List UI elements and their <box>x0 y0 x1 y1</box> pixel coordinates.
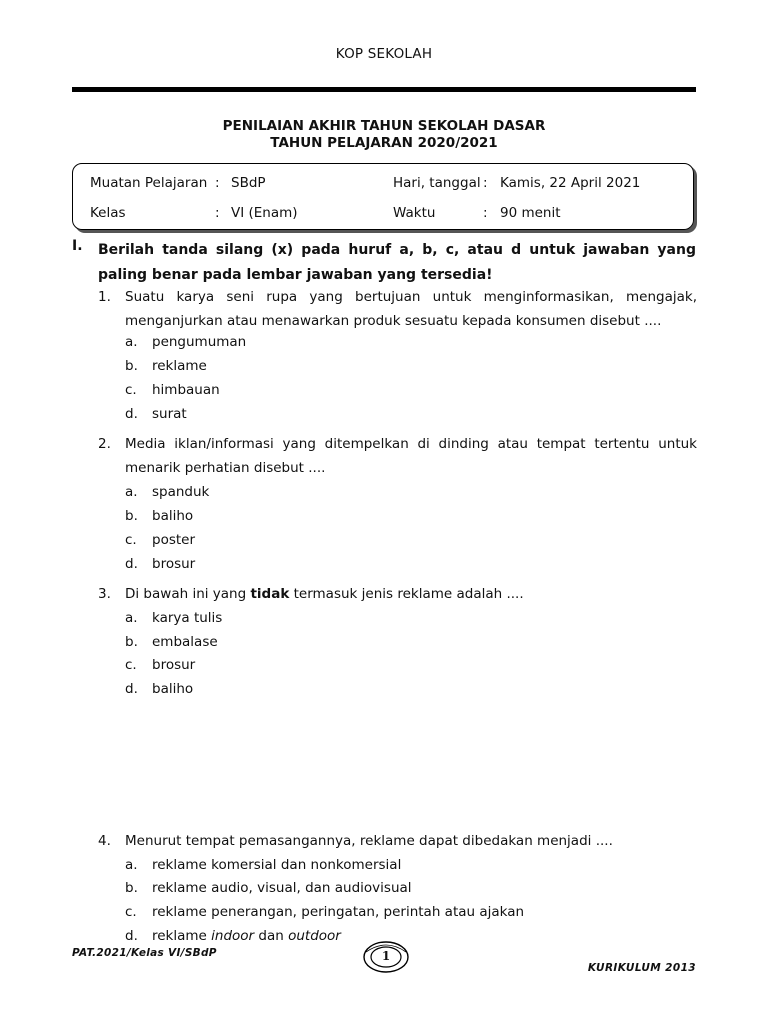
header-divider <box>72 87 696 92</box>
exam-info-box <box>72 163 694 230</box>
q4-option-c-letter: c. <box>125 904 137 920</box>
q1-option-d-letter: d. <box>125 406 138 422</box>
time-label: Waktu <box>393 205 436 221</box>
question-4-text: Menurut tempat pemasangannya, reklame dapat dibedakan menjadi .... <box>125 833 613 849</box>
q3-option-a-letter: a. <box>125 610 138 626</box>
q2-option-d-text: brosur <box>152 556 196 572</box>
subject-label: Muatan Pelajaran <box>90 175 208 191</box>
q4-option-b-text: reklame audio, visual, dan audiovisual <box>152 880 412 896</box>
q3-option-a-text: karya tulis <box>152 610 223 626</box>
q1-option-b-letter: b. <box>125 358 138 374</box>
section-instruction: Berilah tanda silang (x) pada huruf a, b, c, atau d untuk jawaban yang paling benar pada lembar jawaban yang tersedia! <box>98 242 696 283</box>
q2-option-b-text: baliho <box>152 508 194 524</box>
q2-option-c-text: poster <box>152 532 196 548</box>
question-3-text-before: Di bawah ini yang <box>125 586 251 602</box>
q4-option-c-text: reklame penerangan, peringatan, perintah atau ajakan <box>152 904 525 920</box>
q2-option-d-letter: d. <box>125 556 138 572</box>
q4-option-d-outdoor: outdoor <box>288 928 341 944</box>
q1-option-d-text: surat <box>152 406 187 422</box>
exam-title: PENILAIAN AKHIR TAHUN SEKOLAH DASAR <box>222 118 546 134</box>
date-colon: : <box>483 175 488 191</box>
time-colon: : <box>483 205 488 221</box>
time-value: 90 menit <box>500 205 561 221</box>
q4-option-d-indoor: indoor <box>211 928 255 944</box>
question-3-text-emphasis: tidak <box>250 586 290 602</box>
q1-option-b-text: reklame <box>152 358 207 374</box>
question-2-text-line1: Media iklan/informasi yang ditempelkan di dinding atau tempat tertentu untuk <box>125 436 697 452</box>
question-2-number: 2. <box>98 436 111 452</box>
q3-option-c-letter: c. <box>125 657 137 673</box>
question-3-text <box>125 586 524 602</box>
section-number: I. <box>72 238 83 254</box>
q1-option-c-text: himbauan <box>152 382 220 398</box>
q3-option-d-letter: d. <box>125 681 138 697</box>
date-value: Kamis, 22 April 2021 <box>500 175 641 191</box>
q1-option-a-text: pengumuman <box>152 334 247 350</box>
q4-option-d-before: reklame <box>152 928 212 944</box>
subject-value: SBdP <box>231 175 266 191</box>
q4-option-d-text <box>152 928 341 944</box>
q4-option-a-text: reklame komersial dan nonkomersial <box>152 857 402 873</box>
q3-option-b-text: embalase <box>152 634 218 650</box>
class-label: Kelas <box>90 205 126 221</box>
q1-option-c-letter: c. <box>125 382 137 398</box>
q2-option-b-letter: b. <box>125 508 138 524</box>
footer-exam-code: PAT.2021/Kelas VI/SBdP <box>72 947 217 959</box>
q3-option-d-text: baliho <box>152 681 194 697</box>
page-number: 1 <box>381 949 391 963</box>
question-2-text-line2: menarik perhatian disebut .... <box>125 460 326 476</box>
subject-colon: : <box>215 175 220 191</box>
question-3-text-after: termasuk jenis reklame adalah .... <box>289 586 524 602</box>
q3-option-c-text: brosur <box>152 657 196 673</box>
q2-option-c-letter: c. <box>125 532 137 548</box>
exam-year: TAHUN PELAJARAN 2020/2021 <box>270 135 498 151</box>
question-3-number: 3. <box>98 586 111 602</box>
school-letterhead-placeholder: KOP SEKOLAH <box>335 46 433 62</box>
question-1-number: 1. <box>98 289 111 305</box>
q4-option-d-mid: dan <box>254 928 289 944</box>
q2-option-a-text: spanduk <box>152 484 210 500</box>
question-1-text-line1: Suatu karya seni rupa yang bertujuan untuk menginformasikan, mengajak, <box>125 289 697 305</box>
q4-option-b-letter: b. <box>125 880 138 896</box>
q4-option-a-letter: a. <box>125 857 138 873</box>
date-label: Hari, tanggal <box>393 175 481 191</box>
class-colon: : <box>215 205 220 221</box>
question-1-text-line2: menganjurkan atau menawarkan produk sesuatu kepada konsumen disebut .... <box>125 313 662 329</box>
class-value: VI (Enam) <box>231 205 298 221</box>
question-4-number: 4. <box>98 833 111 849</box>
footer-curriculum: KURIKULUM 2013 <box>587 962 696 974</box>
q2-option-a-letter: a. <box>125 484 138 500</box>
q4-option-d-letter: d. <box>125 928 138 944</box>
q1-option-a-letter: a. <box>125 334 138 350</box>
q3-option-b-letter: b. <box>125 634 138 650</box>
